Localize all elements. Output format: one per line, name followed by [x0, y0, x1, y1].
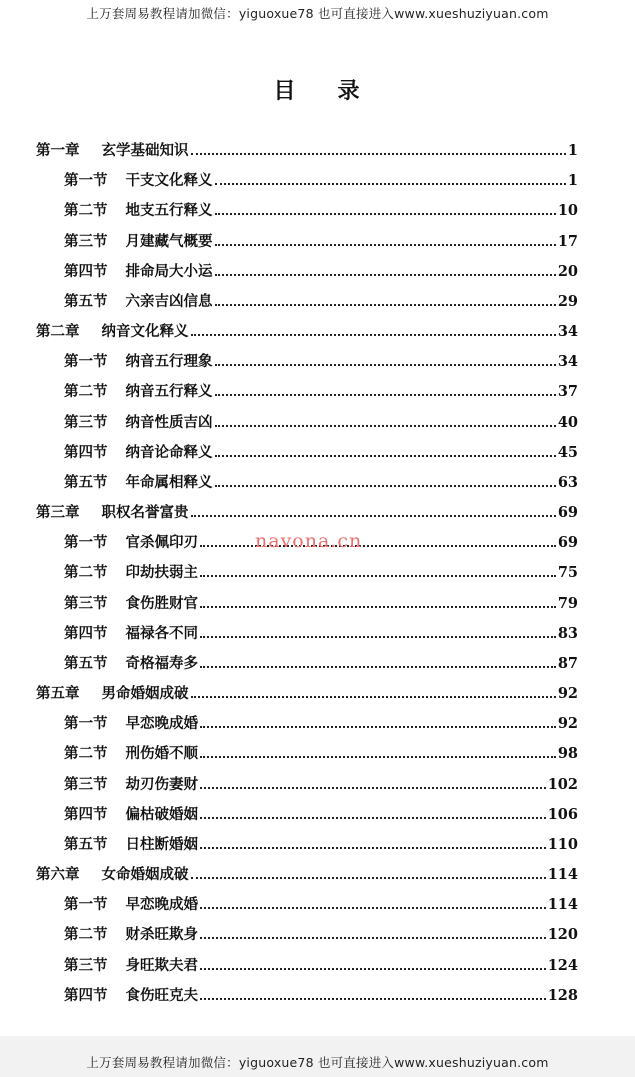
entry-number: 第一节 — [64, 172, 108, 190]
dot-leader — [215, 304, 556, 306]
dot-leader — [200, 847, 546, 849]
entry-title: 偏枯破婚姻 — [125, 805, 198, 823]
page-number: 34 — [557, 353, 578, 371]
page-number: 20 — [557, 262, 578, 280]
entry-number: 第五节 — [64, 655, 108, 672]
page-number: 114 — [547, 896, 578, 914]
toc-section-entry[interactable] — [64, 562, 578, 584]
dot-leader — [191, 696, 556, 698]
entry-title: 月建藏气概要 — [125, 232, 213, 250]
entry-title: 奇格福寿多 — [125, 655, 198, 672]
entry-number: 第三节 — [64, 413, 108, 431]
entry-number: 第二节 — [64, 202, 108, 220]
page-number: 110 — [547, 836, 578, 853]
entry-number: 第一节 — [64, 896, 108, 914]
entry-number: 第四节 — [64, 805, 108, 823]
page-number: 92 — [557, 685, 578, 702]
dot-leader — [200, 636, 556, 638]
toc-section-entry[interactable] — [64, 170, 578, 192]
toc-section-entry[interactable] — [64, 743, 578, 765]
entry-number: 第二节 — [64, 383, 108, 401]
dot-leader — [200, 998, 546, 1000]
toc-section-entry[interactable] — [64, 200, 578, 222]
dot-leader — [215, 455, 556, 457]
toc-section-entry[interactable] — [64, 834, 578, 856]
page-number: 75 — [557, 564, 578, 582]
toc-section-entry[interactable] — [64, 713, 578, 735]
entry-number: 第五节 — [64, 474, 108, 491]
toc-section-entry[interactable] — [64, 955, 578, 977]
entry-title: 身旺欺夫君 — [125, 956, 198, 974]
entry-title: 福禄各不同 — [125, 624, 198, 642]
dot-leader — [200, 787, 546, 789]
page-title — [0, 74, 635, 105]
dot-leader — [215, 274, 556, 276]
entry-number: 第三节 — [64, 232, 108, 250]
entry-number: 第三节 — [64, 956, 108, 974]
toc-chapter-entry[interactable] — [36, 864, 578, 886]
toc-section-entry[interactable] — [64, 593, 578, 615]
page-number: 29 — [557, 293, 578, 310]
entry-number: 第一节 — [64, 534, 108, 552]
dot-leader — [200, 606, 556, 608]
toc-section-entry[interactable] — [64, 774, 578, 796]
entry-number: 第四节 — [64, 986, 108, 1004]
dot-leader — [191, 877, 546, 879]
page-number: 92 — [557, 715, 578, 733]
toc-section-entry[interactable] — [64, 351, 578, 373]
toc-section-entry[interactable] — [64, 985, 578, 1007]
footer-banner: 上万套周易教程请加微信：yiguoxue78 也可直接进入www.xueshuziyuan.com — [86, 1055, 549, 1070]
entry-title: 玄学基础知识 — [101, 142, 189, 159]
entry-title: 职权名誉富贵 — [101, 504, 189, 521]
entry-number: 第一节 — [64, 715, 108, 733]
entry-title: 年命属相释义 — [125, 474, 213, 491]
watermark: navona.cn — [255, 530, 363, 552]
page-number: 87 — [557, 655, 578, 672]
toc-section-entry[interactable] — [64, 894, 578, 916]
toc-section-entry[interactable] — [64, 472, 578, 494]
dot-leader — [215, 485, 556, 487]
entry-title: 女命婚姻成破 — [101, 866, 189, 883]
page-number: 114 — [547, 866, 578, 883]
dot-leader — [200, 937, 546, 939]
page-number: 63 — [557, 474, 578, 491]
entry-number: 第二章 — [36, 323, 80, 340]
page-number: 69 — [557, 534, 578, 552]
entry-title: 劫刃伤妻财 — [125, 775, 198, 793]
title-char-2: 录 — [337, 78, 362, 104]
entry-number: 第三节 — [64, 594, 108, 612]
page-number: 34 — [557, 323, 578, 340]
page-number: 79 — [557, 594, 578, 612]
entry-title: 干支文化释义 — [125, 172, 213, 190]
page-number: 120 — [547, 926, 578, 944]
dot-leader — [215, 244, 556, 246]
entry-title: 官杀佩印刃 — [125, 534, 198, 552]
page-number: 128 — [547, 986, 578, 1004]
entry-title: 纳音五行释义 — [125, 383, 213, 401]
entry-title: 财杀旺欺身 — [125, 926, 198, 944]
toc-section-entry[interactable] — [64, 291, 578, 313]
page-number: 102 — [547, 775, 578, 793]
toc-section-entry[interactable] — [64, 261, 578, 283]
page-number: 124 — [547, 956, 578, 974]
entry-title: 纳音性质吉凶 — [125, 413, 213, 431]
entry-number: 第二节 — [64, 926, 108, 944]
toc-section-entry[interactable] — [64, 412, 578, 434]
page-number: 37 — [557, 383, 578, 401]
entry-number: 第三章 — [36, 504, 80, 521]
entry-title: 早恋晚成婚 — [125, 896, 198, 914]
page-number: 1 — [567, 172, 578, 190]
entry-title: 纳音论命释义 — [125, 443, 213, 461]
entry-title: 纳音五行理象 — [125, 353, 213, 371]
entry-number: 第五节 — [64, 836, 108, 853]
entry-number: 第一节 — [64, 353, 108, 371]
entry-title: 排命局大小运 — [125, 262, 213, 280]
entry-number: 第二节 — [64, 745, 108, 763]
entry-title: 食伤胜财官 — [125, 594, 198, 612]
entry-title: 早恋晚成婚 — [125, 715, 198, 733]
toc-section-entry[interactable] — [64, 442, 578, 464]
entry-title: 六亲吉凶信息 — [125, 293, 213, 310]
dot-leader — [215, 213, 556, 215]
dot-leader — [200, 545, 556, 547]
page-number: 45 — [557, 443, 578, 461]
entry-title: 男命婚姻成破 — [101, 685, 189, 702]
dot-leader — [191, 515, 556, 517]
entry-number: 第二节 — [64, 564, 108, 582]
toc-section-entry[interactable] — [64, 623, 578, 645]
title-char-1: 目 — [273, 78, 298, 104]
page-number: 17 — [557, 232, 578, 250]
entry-title: 纳音文化释义 — [101, 323, 189, 340]
toc-section-entry[interactable] — [64, 231, 578, 253]
entry-title: 食伤旺克夫 — [125, 986, 198, 1004]
page-number: 106 — [547, 805, 578, 823]
entry-title: 日柱断婚姻 — [125, 836, 198, 853]
toc-chapter-entry[interactable] — [36, 683, 578, 705]
dot-leader — [200, 817, 546, 819]
dot-leader — [200, 907, 546, 909]
dot-leader — [215, 364, 556, 366]
dot-leader — [215, 425, 556, 427]
page-number: 10 — [557, 202, 578, 220]
entry-number: 第四节 — [64, 262, 108, 280]
toc-section-entry[interactable] — [64, 804, 578, 826]
toc-chapter-entry[interactable] — [36, 140, 578, 162]
dot-leader — [200, 968, 546, 970]
dot-leader — [200, 575, 556, 577]
toc-section-entry[interactable] — [64, 653, 578, 675]
toc-section-entry[interactable] — [64, 924, 578, 946]
toc-section-entry[interactable] — [64, 381, 578, 403]
toc-chapter-entry[interactable] — [36, 321, 578, 343]
dot-leader — [200, 756, 556, 758]
entry-number: 第五节 — [64, 293, 108, 310]
entry-number: 第四节 — [64, 624, 108, 642]
header-banner: 上万套周易教程请加微信：yiguoxue78 也可直接进入www.xueshuziyuan.com — [86, 6, 549, 21]
entry-title: 刑伤婚不顺 — [125, 745, 198, 763]
page-number: 83 — [557, 624, 578, 642]
page-number: 69 — [557, 504, 578, 521]
dot-leader — [200, 666, 556, 668]
dot-leader — [215, 394, 556, 396]
entry-number: 第五章 — [36, 685, 80, 702]
toc-chapter-entry[interactable] — [36, 502, 578, 524]
dot-leader — [191, 334, 556, 336]
page-number: 98 — [557, 745, 578, 763]
entry-number: 第三节 — [64, 775, 108, 793]
entry-title: 印劫扶弱主 — [125, 564, 198, 582]
entry-title: 地支五行释义 — [125, 202, 213, 220]
dot-leader — [200, 726, 556, 728]
page-number: 40 — [557, 413, 578, 431]
entry-number: 第六章 — [36, 866, 80, 883]
dot-leader — [191, 153, 566, 155]
entry-number: 第四节 — [64, 443, 108, 461]
dot-leader — [215, 183, 566, 185]
entry-number: 第一章 — [36, 142, 80, 159]
page-number: 1 — [567, 142, 578, 159]
